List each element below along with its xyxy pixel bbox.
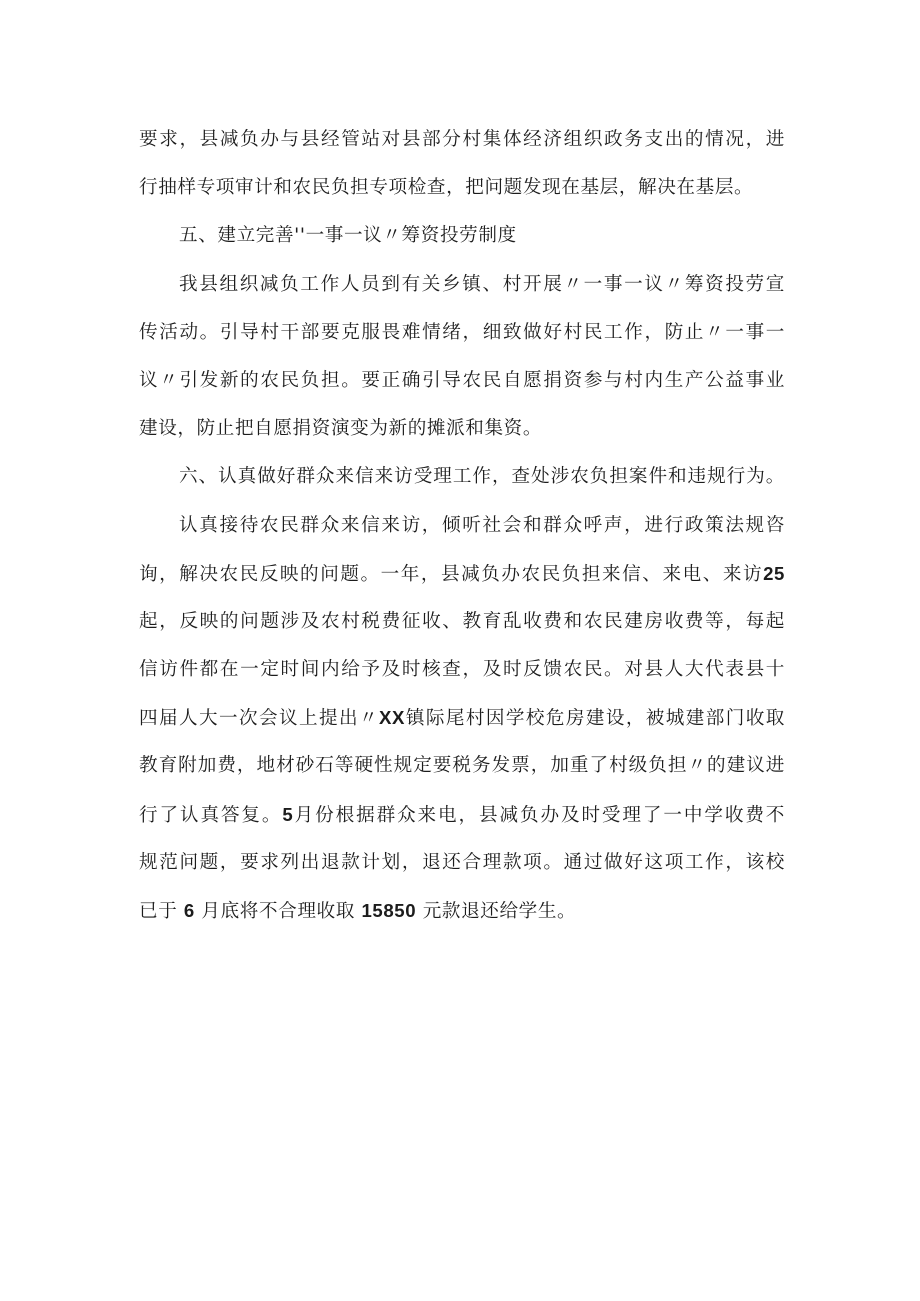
paragraph-line: 传活动。引导村干部要克服畏难情绪，细致做好村民工作，防止〃一事一 xyxy=(139,321,785,343)
paragraph-line xyxy=(139,698,785,746)
paragraph-line xyxy=(139,891,785,939)
text-segment: 月底将不合理收取 xyxy=(201,901,355,922)
paragraph-line: 信访件都在一定时间内给予及时核查，及时反馈农民。对县人大代表县十 xyxy=(139,659,785,681)
number-segment: XX xyxy=(379,707,406,729)
number-segment: 25 xyxy=(763,562,785,584)
number-segment: 15850 xyxy=(361,900,417,921)
paragraph-line xyxy=(139,795,785,843)
text-segment: 行了认真答复。 xyxy=(139,804,283,826)
paragraph-line xyxy=(139,554,785,602)
paragraph-line: 建设，防止把自愿捐资演变为新的摊派和集资。 xyxy=(139,418,543,440)
paragraph-line: 我县组织减负工作人员到有关乡镇、村开展〃一事一议〃筹资投劳宣 xyxy=(179,273,785,295)
paragraph-line: 认真接待农民群众来信来访，倾听社会和群众呼声，进行政策法规咨 xyxy=(179,514,785,536)
document-body xyxy=(139,120,785,939)
paragraph-line: 起，反映的问题涉及农村税费征收、教育乱收费和农民建房收费等，每起 xyxy=(139,610,785,632)
paragraph-line: 教育附加费，地材砂石等硬性规定要税务发票，加重了村级负担〃的建议进 xyxy=(139,755,785,777)
paragraph-line: 规范问题，要求列出退款计划，退还合理款项。通过做好这项工作，该校 xyxy=(139,851,785,873)
text-segment: 已于 xyxy=(139,901,178,922)
text-segment: 月份根据群众来电，县减负办及时受理了一中学收费不 xyxy=(293,804,786,826)
number-segment: 6 xyxy=(183,900,195,921)
text-segment: 四届人大一次会议上提出〃 xyxy=(139,708,379,730)
section-heading: 五、建立完善''一事一议〃筹资投劳制度 xyxy=(179,225,517,247)
section-heading: 六、认真做好群众来信来访受理工作，查处涉农负担案件和违规行为。 xyxy=(179,466,785,488)
paragraph-line: 议〃引发新的农民负担。要正确引导农民自愿捐资参与村内生产公益事业 xyxy=(139,369,785,391)
text-segment: 询，解决农民反映的问题。一年，县减负办农民负担来信、来电、来访 xyxy=(139,563,764,585)
text-segment: 元款退还给学生。 xyxy=(422,901,577,922)
paragraph-line: 要求，县减负办与县经管站对县部分村集体经济组织政务支出的情况，进 xyxy=(139,129,785,150)
paragraph-line: 行抽样专项审计和农民负担专项检查，把问题发现在基层，解决在基层。 xyxy=(139,177,754,199)
text-segment: 镇际尾村因学校危房建设，被城建部门收取 xyxy=(405,708,786,730)
number-segment: 5 xyxy=(282,803,294,825)
